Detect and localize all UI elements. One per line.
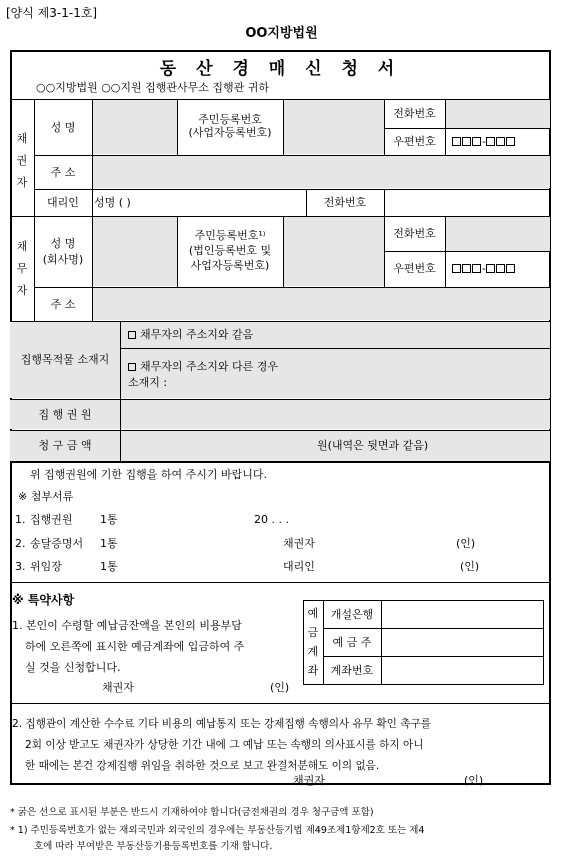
debtor-id-label: 주민등록번호¹⁾ (법인등록번호 및 사업자등록번호) [188,229,272,272]
debtor-id-field[interactable] [283,217,384,286]
special-item-2-sign: 채권자 [293,774,325,787]
account-label: 예 금 계 좌 [307,607,319,677]
checkbox-icon [128,363,136,371]
attachments-header: ※ 첨부서류 [18,490,74,503]
checkbox-icon [128,331,136,339]
account-holder-label: 예 금 주 [332,636,372,649]
debtor-address-field[interactable] [92,288,550,320]
special-item-1-seal: (인) [270,681,290,694]
creditor-agent-phone-label: 전화번호 [323,196,367,209]
debtor-name-field[interactable] [92,217,177,286]
creditor-phone-field[interactable] [445,100,550,128]
debtor-postal-label: 우편번호 [393,262,436,275]
footnote-2: * 1) 주민등록번호가 없는 재외국민과 외국인의 경우에는 부동산등기법 제49조제1항제2호 또는 제4 [10,825,425,836]
footnote-3: 호에 따라 부여받은 부동산등기용등록번호를 기재 합니다. [34,841,273,852]
debtor-address-label: 주 소 [50,298,76,311]
enforcement-title-label: 집 행 권 원 [38,408,92,421]
creditor-agent-name[interactable]: 성명 ( ) [94,196,131,209]
special-item-1-sign: 채권자 [102,681,134,694]
footnote-1: * 굵은 선으로 표시된 부분은 반드시 기재하여야 합니다(금전채권의 경우 청구금액 포함) [10,807,374,818]
special-item-2: 2. 집행관이 계산한 수수료 기타 비용의 예납통지 또는 강제집행 속행의사 유무 확인 촉구를 2회 이상 받고도 채권자가 상당한 기간 내에 그 예납 또는 속행의 의사표시를 하지 아니 한 때에는 본건 강제집행 위임을 취하한 것으로 보고 완결처분해도 이의 없음. [12,718,431,772]
debtor-section-label: 채 무 자 [16,240,28,297]
account-number-label: 계좌번호 [330,664,374,677]
creditor-address-field[interactable] [92,156,550,188]
request-text: 위 집행권원에 기한 집행을 하여 주시기 바랍니다. [30,468,267,481]
creditor-section-label: 채 권 자 [16,132,28,189]
creditor-phone-label: 전화번호 [393,107,436,120]
creditor-id-label: 주민등록번호 (사업자등록번호) [188,113,272,139]
special-terms-header: ※ 특약사항 [12,593,75,607]
claim-amount-value: 원(내역은 뒷면과 같음) [317,439,429,452]
creditor-name-label: 성 명 [50,121,76,134]
special-item-2-seal: (인) [464,774,484,787]
creditor-postal-label: 우편번호 [393,135,436,148]
creditor-address-label: 주 소 [50,166,76,179]
target-location-sub: 소재지 : [128,376,168,389]
creditor-agent-label: 대리인 [47,196,79,209]
debtor-phone-label: 전화번호 [393,227,436,240]
account-bank-label: 개설은행 [330,608,374,621]
court-name: OO지방법원 [245,26,318,41]
debtor-postal-boxes[interactable]: - [452,262,516,275]
page-title: 동 산 경 매 신 청 서 [159,59,402,79]
debtor-name-label: 성 명 (회사명) [42,237,84,266]
addressee: ○○지방법원 ○○지원 집행관사무소 집행관 귀하 [36,81,270,94]
target-option-same[interactable]: 채무자의 주소지와 같음 [128,328,253,341]
target-option-different[interactable]: 채무자의 주소지와 다른 경우 [128,360,278,373]
target-location-label: 집행목적물 소재지 [20,353,110,366]
creditor-name-field[interactable] [92,100,177,154]
claim-amount-label: 청 구 금 액 [38,439,92,452]
debtor-phone-field[interactable] [445,217,550,251]
creditor-id-field[interactable] [283,100,384,154]
special-item-1: 1. 본인이 수령할 예납금잔액을 본인의 비용부담 하에 오른쪽에 표시한 예금계좌에 입금하여 주 실 것을 신청합니다. [12,619,245,674]
form-number: [양식 제3-1-1호] [6,6,98,20]
creditor-postal-boxes[interactable]: - [452,135,516,148]
